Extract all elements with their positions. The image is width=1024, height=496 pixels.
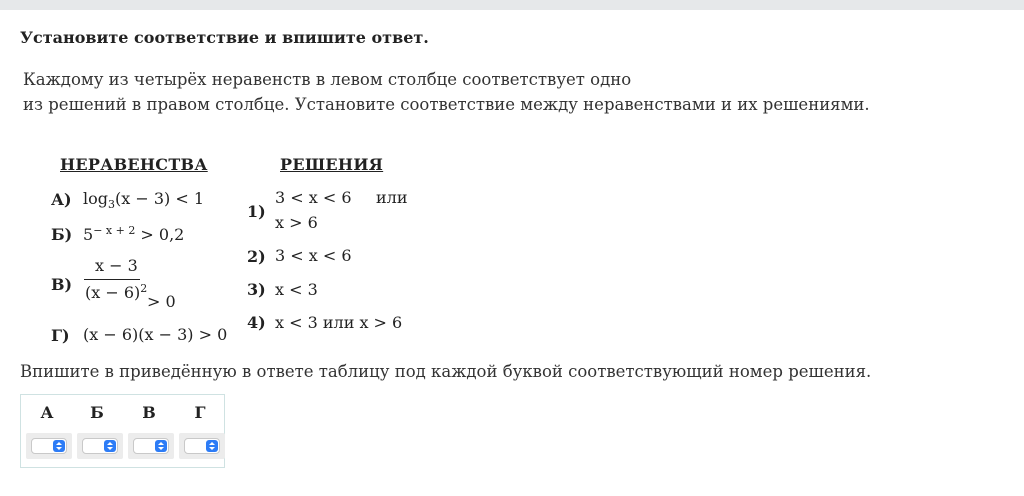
- answer-header-d: Г: [194, 403, 206, 422]
- solution-2: 3 < x < 6: [275, 246, 352, 265]
- inequality-a-arg: (x − 3) < 1: [115, 189, 205, 208]
- answer-cell-c: [128, 433, 174, 459]
- fraction-bar: [84, 279, 140, 280]
- solution-4: x < 3 или x > 6: [275, 313, 403, 332]
- inequality-c-denominator-power: 2: [140, 282, 148, 295]
- answer-cell-a: [26, 433, 72, 459]
- answer-select-a[interactable]: [31, 438, 67, 454]
- inequality-a-log: log: [83, 189, 108, 208]
- inequality-d: (x − 6)(x − 3) > 0: [83, 325, 228, 344]
- select-arrows-icon[interactable]: [206, 440, 218, 452]
- solution-3-label: 3): [247, 280, 266, 299]
- task-title: Установите соответствие и впишите ответ.: [20, 28, 429, 47]
- select-arrows-icon[interactable]: [53, 440, 65, 452]
- answer-instruction: Впишите в приведённую в ответе таблицу под каждой буквой соответствующий номер решения.: [20, 362, 872, 381]
- inequality-a-label: А): [51, 190, 72, 209]
- inequality-b-exponent: − x + 2: [93, 224, 136, 237]
- answer-select-b[interactable]: [82, 438, 118, 454]
- answer-header-a: А: [40, 403, 54, 422]
- solution-1-line-1: 3 < x < 6: [275, 188, 352, 207]
- inequality-a-base: 3: [108, 198, 115, 211]
- inequality-b-label: Б): [51, 225, 73, 244]
- intro-line-2: из решений в правом столбце. Установите соответствие между неравенствами и их решениями.: [23, 95, 870, 114]
- inequality-d-label: Г): [51, 326, 70, 345]
- inequality-c-denominator: [85, 283, 147, 302]
- inequality-c-rest: > 0: [147, 292, 176, 311]
- answer-cell-d: [179, 433, 225, 459]
- solution-1-line-2: x > 6: [275, 213, 318, 232]
- solution-2-label: 2): [247, 247, 266, 266]
- inequality-a: [83, 189, 205, 211]
- solution-3: x < 3: [275, 280, 318, 299]
- solutions-header: РЕШЕНИЯ: [280, 155, 384, 174]
- inequality-b-rest: > 0,2: [140, 225, 185, 244]
- solution-1-label: 1): [247, 202, 266, 221]
- intro-line-1: Каждому из четырёх неравенств в левом столбце соответствует одно: [23, 70, 632, 89]
- inequality-c-label: В): [51, 275, 73, 294]
- top-bar: [0, 0, 1024, 10]
- answer-select-d[interactable]: [184, 438, 220, 454]
- answer-table: [20, 394, 225, 468]
- solution-1-connector: или: [376, 188, 408, 207]
- answer-header-c: В: [142, 403, 156, 422]
- select-arrows-icon[interactable]: [104, 440, 116, 452]
- answer-select-c[interactable]: [133, 438, 169, 454]
- inequality-c-denominator-base: (x − 6): [85, 283, 141, 302]
- solution-4-label: 4): [247, 313, 266, 332]
- inequality-c-numerator: x − 3: [95, 256, 138, 275]
- inequalities-header: НЕРАВЕНСТВА: [60, 155, 208, 174]
- inequality-b: [83, 225, 184, 244]
- answer-header-b: Б: [90, 403, 104, 422]
- inequality-b-base: 5: [83, 225, 94, 244]
- select-arrows-icon[interactable]: [155, 440, 167, 452]
- answer-cell-b: [77, 433, 123, 459]
